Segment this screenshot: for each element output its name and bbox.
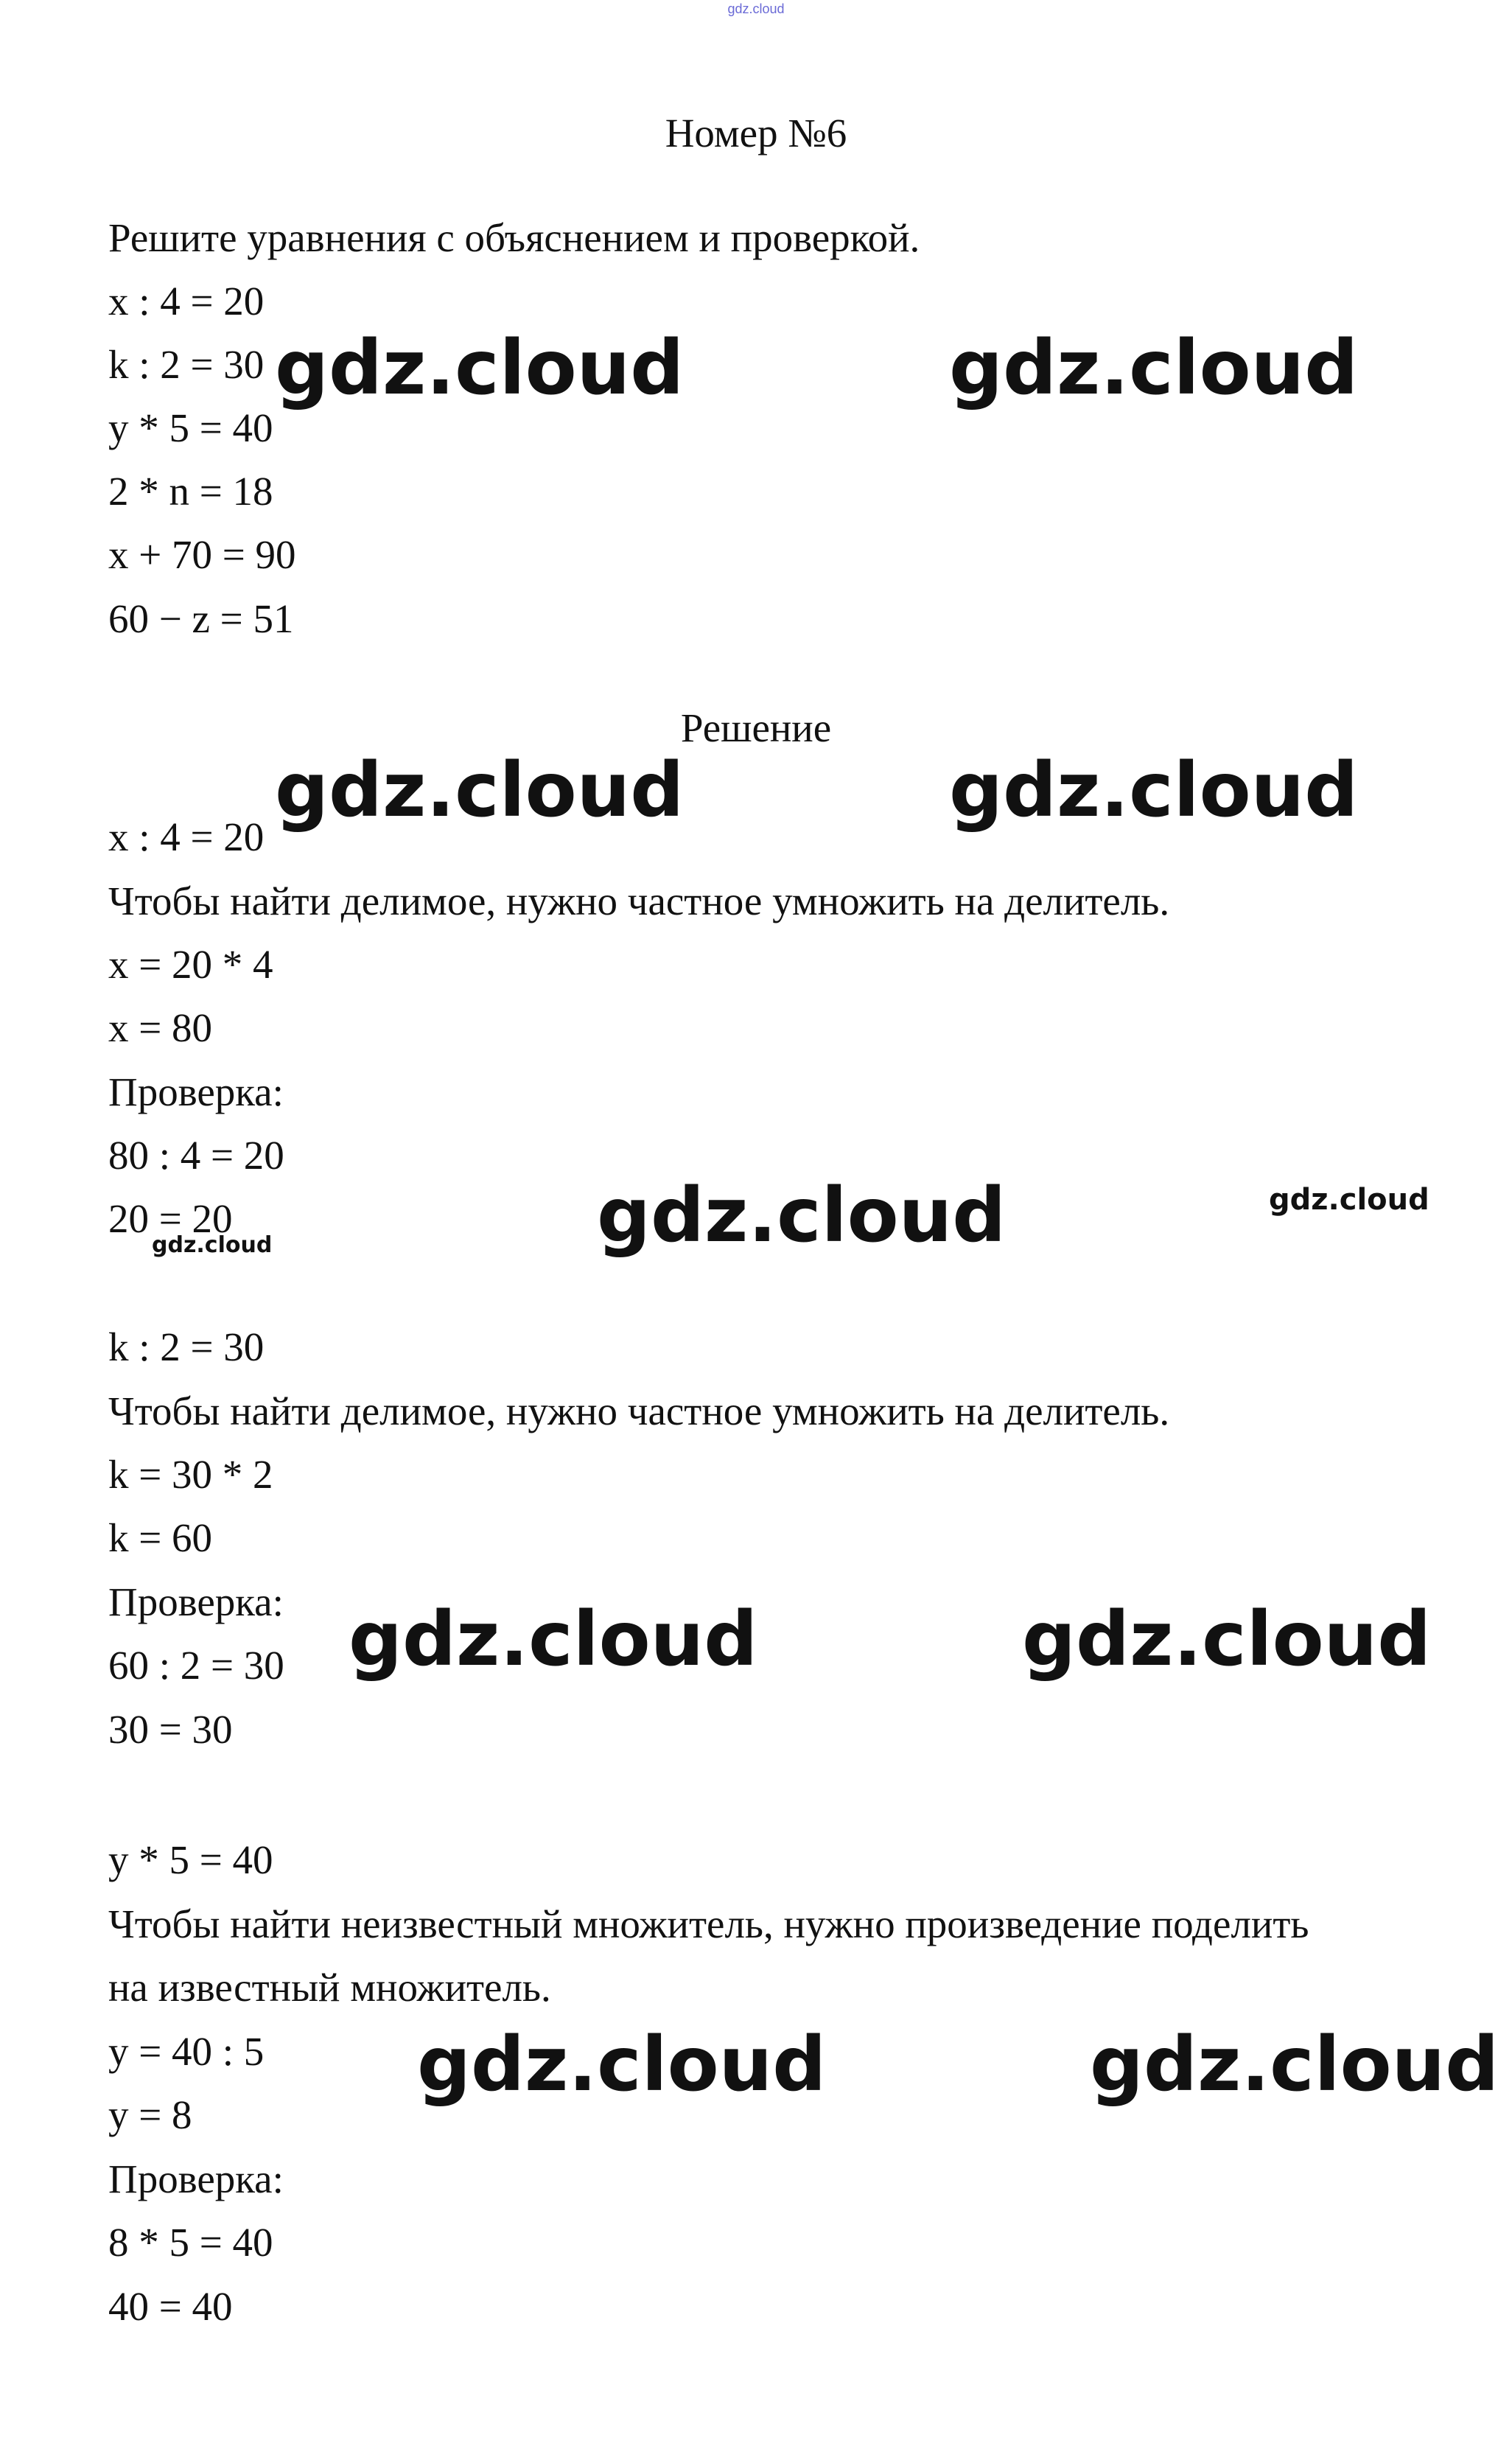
solution-step: y = 40 : 5 bbox=[108, 2029, 265, 2074]
solution-rule: Чтобы найти делимое, нужно частное умножить на делитель. bbox=[108, 878, 1170, 923]
task-equation: 60 − z = 51 bbox=[108, 596, 294, 641]
check-step: 60 : 2 = 30 bbox=[108, 1643, 284, 1688]
solution-rule: Чтобы найти делимое, нужно частное умножить на делитель. bbox=[108, 1388, 1170, 1433]
task-equation: 2 * n = 18 bbox=[108, 469, 273, 514]
watermark: gdz.cloud bbox=[949, 324, 1359, 412]
header-watermark: gdz.cloud bbox=[727, 1, 785, 16]
solution-result: y = 8 bbox=[108, 2092, 192, 2137]
check-label: Проверка: bbox=[108, 2156, 284, 2201]
check-result: 30 = 30 bbox=[108, 1707, 233, 1752]
solution-step: k = 30 * 2 bbox=[108, 1452, 273, 1497]
watermark: gdz.cloud bbox=[152, 1232, 273, 1258]
watermark: gdz.cloud bbox=[1022, 1596, 1432, 1683]
solution-equation: k : 2 = 30 bbox=[108, 1324, 265, 1369]
task-equation: x + 70 = 90 bbox=[108, 532, 296, 577]
check-result: 20 = 20 bbox=[108, 1196, 233, 1241]
solution-equation: y * 5 = 40 bbox=[108, 1837, 273, 1882]
task-equation: x : 4 = 20 bbox=[108, 279, 265, 324]
task-equation: y * 5 = 40 bbox=[108, 405, 273, 450]
watermark: gdz.cloud bbox=[1269, 1183, 1429, 1217]
page-title: Номер №6 bbox=[665, 111, 847, 156]
watermark: gdz.cloud bbox=[1090, 2021, 1499, 2109]
task-text: Решите уравнения с объяснением и проверкой. bbox=[108, 215, 920, 260]
solution-result: x = 80 bbox=[108, 1005, 213, 1050]
solution-rule: Чтобы найти неизвестный множитель, нужно произведение поделить bbox=[108, 1901, 1309, 1946]
check-label: Проверка: bbox=[108, 1579, 284, 1624]
solution-result: k = 60 bbox=[108, 1515, 213, 1560]
watermark: gdz.cloud bbox=[597, 1172, 1007, 1260]
check-step: 80 : 4 = 20 bbox=[108, 1133, 284, 1178]
check-label: Проверка: bbox=[108, 1069, 284, 1114]
watermark: gdz.cloud bbox=[417, 2021, 827, 2109]
check-step: 8 * 5 = 40 bbox=[108, 2220, 273, 2265]
solution-rule: на известный множитель. bbox=[108, 1965, 551, 2010]
watermark: gdz.cloud bbox=[275, 324, 685, 412]
solution-heading: Решение bbox=[680, 705, 832, 750]
check-result: 40 = 40 bbox=[108, 2284, 233, 2329]
solution-equation: x : 4 = 20 bbox=[108, 814, 265, 859]
watermark: gdz.cloud bbox=[949, 747, 1359, 834]
solution-step: x = 20 * 4 bbox=[108, 942, 273, 987]
watermark: gdz.cloud bbox=[349, 1596, 758, 1683]
task-equation: k : 2 = 30 bbox=[108, 342, 265, 387]
watermark: gdz.cloud bbox=[275, 747, 685, 834]
